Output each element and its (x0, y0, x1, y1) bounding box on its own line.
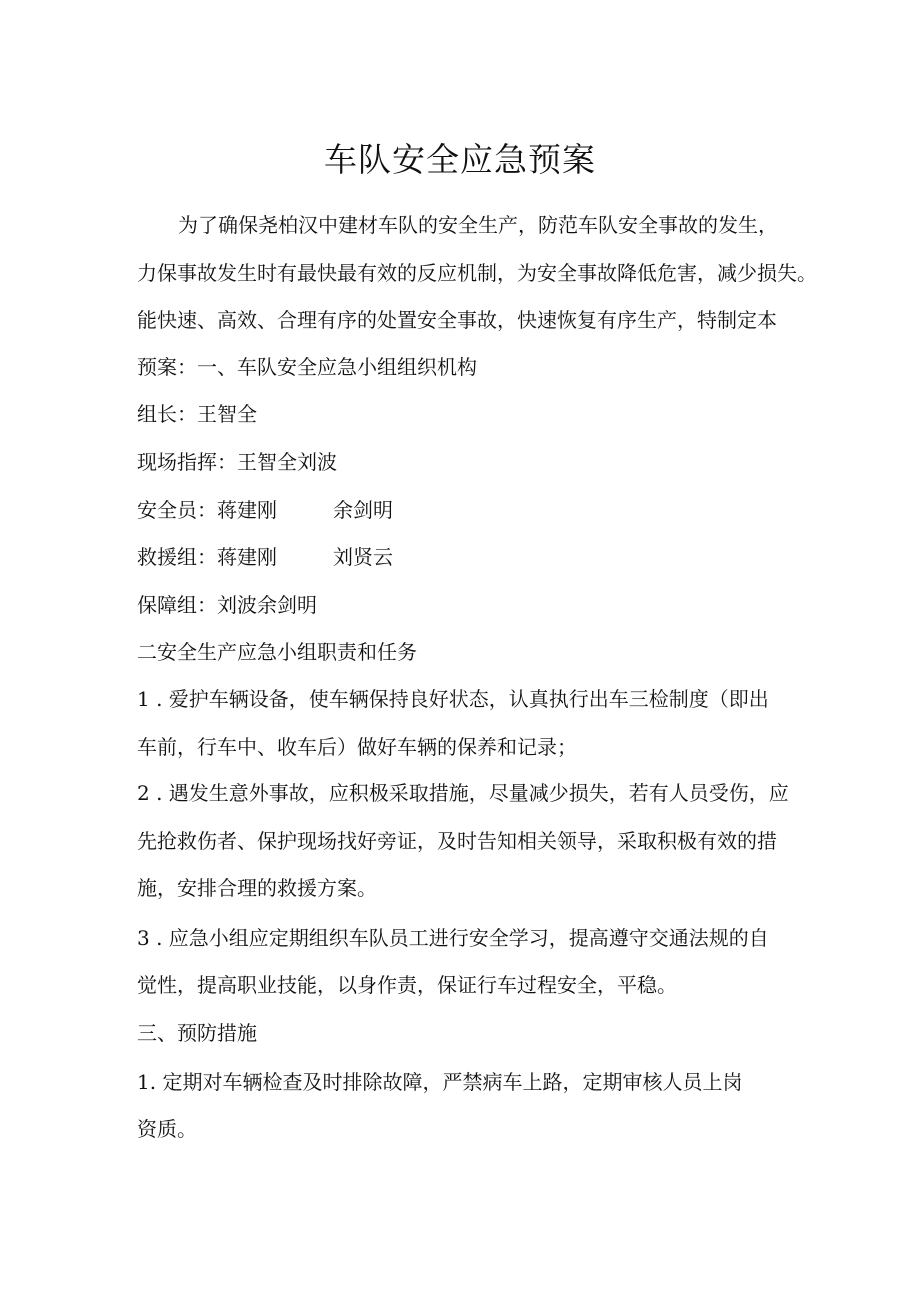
org-safety-officers (137, 497, 393, 523)
intro-line-3: 能快速、高效、合理有序的处置安全事故，快速恢复有序生产，特制定本 (137, 308, 777, 332)
section-3-heading: 三、预防措施 (137, 1021, 257, 1045)
org-rescue-second: 刘贤云 (333, 545, 393, 569)
section-2-heading: 二安全生产应急小组职责和任务 (137, 640, 417, 664)
duty-line-2: 车前，行车中、收车后）做好车辆的保养和记录； (137, 735, 577, 759)
intro-line-1: 为了确保尧柏汉中建材车队的安全生产，防范车队安全事故的发生， (178, 213, 778, 237)
duty-line-1: 1 . 爱护车辆设备，使车辆保持良好状态，认真执行出车三检制度（即出 (137, 687, 769, 711)
prevention-line-1: 1. 定期对车辆检查及时排除故障，严禁病车上路，定期审核人员上岗 (137, 1070, 743, 1094)
duty-line-7: 觉性，提高职业技能，以身作责，保证行车过程安全，平稳。 (137, 973, 677, 997)
intro-line-2: 力保事故发生时有最快最有效的反应机制，为安全事故降低危害，减少损失。 (137, 261, 817, 285)
org-commander: 现场指挥：王智全刘波 (137, 450, 337, 474)
org-safety-label: 安全员：蒋建刚 (137, 498, 277, 522)
duty-line-3: 2 . 遇发生意外事故，应积极采取措施，尽量减少损失，若有人员受伤，应 (137, 781, 789, 805)
org-support-team: 保障组：刘波余剑明 (137, 593, 317, 617)
intro-line-4: 预案：一、车队安全应急小组组织机构 (137, 355, 477, 379)
duty-line-6: 3 . 应急小组应定期组织车队员工进行安全学习，提高遵守交通法规的自 (137, 926, 769, 950)
document-title: 车队安全应急预案 (324, 140, 596, 179)
prevention-line-2: 资质。 (137, 1117, 197, 1141)
org-safety-second: 余剑明 (333, 498, 393, 522)
org-rescue-team (137, 544, 393, 570)
duty-line-5: 施，安排合理的救援方案。 (137, 876, 377, 900)
duty-line-4: 先抢救伤者、保护现场找好旁证，及时告知相关领导，采取积极有效的措 (137, 829, 777, 853)
org-rescue-label: 救援组：蒋建刚 (137, 545, 277, 569)
org-leader: 组长：王智全 (137, 402, 257, 426)
